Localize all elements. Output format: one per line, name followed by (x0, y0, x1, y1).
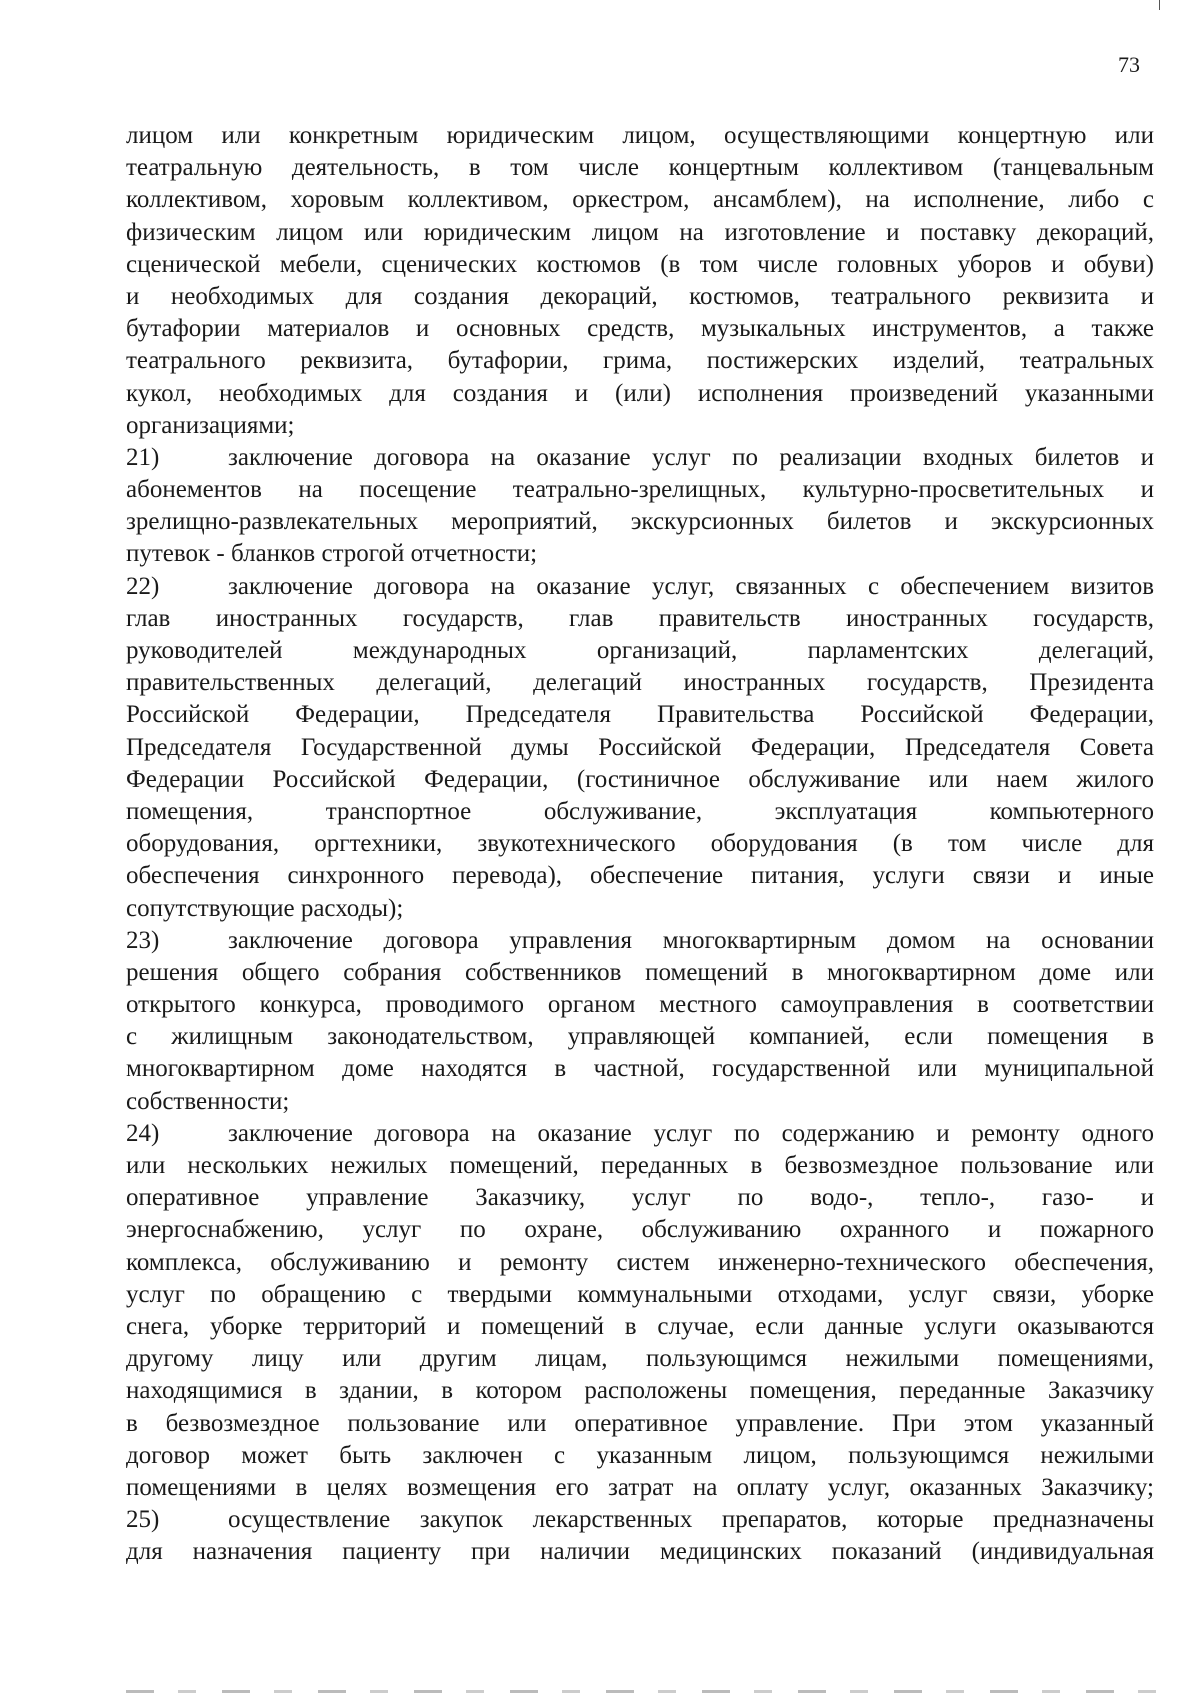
item-first-line (126, 571, 1154, 603)
text-line: правительственных делегаций, делегаций иностранных государств, Президента (126, 669, 1154, 697)
item-text: заключение договора управления многоквартирным домом на основании (228, 926, 1154, 954)
text-line: театральную деятельность, в том числе концертным коллективом (танцевальным (126, 154, 1154, 182)
item-text: заключение договора на оказание услуг, связанных с обеспечением визитов (228, 572, 1154, 600)
item-first-line (126, 925, 1154, 957)
text-line: организациями; (126, 411, 295, 439)
scan-artifact (126, 1690, 1156, 1693)
text-line: зрелищно-развлекательных мероприятий, экскурсионных билетов и экскурсионных (126, 508, 1154, 536)
text-line: собственности; (126, 1087, 290, 1115)
text-line: Федерации Российской Федерации, (гостиничное обслуживание или наем жилого (126, 765, 1154, 793)
item-text: заключение договора на оказание услуг по содержанию и ремонту одного (228, 1119, 1154, 1147)
text-line: многоквартирном доме находятся в частной, государственной или муниципальной (126, 1055, 1154, 1083)
text-line: комплекса, обслуживанию и ремонту систем инженерно-технического обеспечения, (126, 1248, 1154, 1276)
list-item-22 (126, 571, 1154, 925)
text-line: энергоснабжению, услуг по охране, обслуживанию охранного и пожарного (126, 1216, 1154, 1244)
item-first-line (126, 1504, 1154, 1536)
text-line: договор может быть заключен с указанным лицом, пользующимся нежилыми (126, 1441, 1154, 1469)
item-number: 21) (126, 443, 160, 471)
list-item-23 (126, 925, 1154, 1118)
text-line: театрального реквизита, бутафории, грима, постижерских изделий, театральных (126, 347, 1154, 375)
text-line: физическим лицом или юридическим лицом на изготовление и поставку декораций, (126, 218, 1154, 246)
text-line: услуг по обращению с твердыми коммунальными отходами, услуг связи, уборке (126, 1280, 1154, 1308)
text-line: сценической мебели, сценических костюмов (в том числе головных уборов и обуви) (126, 250, 1154, 278)
text-line: или нескольких нежилых помещений, переданных в безвозмездное пользование или (126, 1152, 1154, 1179)
text-line: и необходимых для создания декораций, костюмов, театрального реквизита и (126, 282, 1154, 310)
text-line: абонементов на посещение театрально-зрелищных, культурно-просветительных и (126, 476, 1154, 504)
text-line: путевок - бланков строгой отчетности; (126, 540, 538, 568)
text-line: бутафории материалов и основных средств, музыкальных инструментов, а также (126, 315, 1154, 343)
scan-artifact (1159, 0, 1160, 10)
text-line: кукол, необходимых для создания и (или) исполнения произведений указанными (126, 379, 1154, 407)
text-line: помещениями в целях возмещения его затрат на оплату услуг, оказанных Заказчику; (126, 1473, 1154, 1501)
item-first-line (126, 1118, 1154, 1150)
intro-paragraph (126, 120, 1154, 442)
text-line: помещения, транспортное обслуживание, эксплуатация компьютерного (126, 797, 1154, 825)
text-line: Российской Федерации, Председателя Правительства Российской Федерации, (126, 701, 1154, 729)
text-line: другому лицу или другим лицам, пользующимся нежилыми помещениями, (126, 1345, 1154, 1373)
text-line: обеспечения синхронного перевода), обеспечение питания, услуги связи и иные (126, 862, 1154, 890)
text-line: руководителей международных организаций, парламентских делегаций, (126, 637, 1154, 664)
list-item-24 (126, 1118, 1154, 1504)
text-line: Председателя Государственной думы Российской Федерации, Председателя Совета (126, 733, 1154, 761)
item-text: осуществление закупок лекарственных препаратов, которые предназначены (228, 1506, 1154, 1534)
text-line: с жилищным законодательством, управляющей компанией, если помещения в (126, 1023, 1154, 1051)
text-line: коллективом, хоровым коллективом, оркестром, ансамблем), на исполнение, либо с (126, 186, 1154, 214)
text-line: решения общего собрания собственников помещений в многоквартирном доме или (126, 958, 1154, 986)
text-line: глав иностранных государств, глав правительств иностранных государств, (126, 604, 1154, 632)
text-line: лицом или конкретным юридическим лицом, осуществляющими концертную или (126, 122, 1154, 149)
page-number: 73 (1118, 52, 1140, 77)
item-number: 22) (126, 572, 160, 600)
text-line: в безвозмездное пользование или оперативное управление. При этом указанный (126, 1409, 1154, 1437)
text-line: находящимися в здании, в котором расположены помещения, переданные Заказчику (126, 1377, 1154, 1405)
text-line: открытого конкурса, проводимого органом местного самоуправления в соответствии (126, 991, 1154, 1019)
item-first-line (126, 442, 1154, 474)
item-number: 25) (126, 1506, 160, 1534)
document-body (126, 120, 1154, 1568)
text-line: снега, уборке территорий и помещений в случае, если данные услуги оказываются (126, 1312, 1154, 1340)
list-item-21 (126, 442, 1154, 571)
text-line: оборудования, оргтехники, звукотехнического оборудования (в том числе для (126, 830, 1154, 858)
text-line: сопутствующие расходы); (126, 894, 404, 922)
list-item-25 (126, 1504, 1154, 1568)
item-number: 23) (126, 926, 160, 954)
item-text: заключение договора на оказание услуг по реализации входных билетов и (228, 443, 1154, 471)
item-number: 24) (126, 1119, 160, 1147)
text-line: оперативное управление Заказчику, услуг по водо-, тепло-, газо- и (126, 1184, 1154, 1212)
text-line: для назначения пациенту при наличии медицинских показаний (индивидуальная (126, 1538, 1154, 1566)
